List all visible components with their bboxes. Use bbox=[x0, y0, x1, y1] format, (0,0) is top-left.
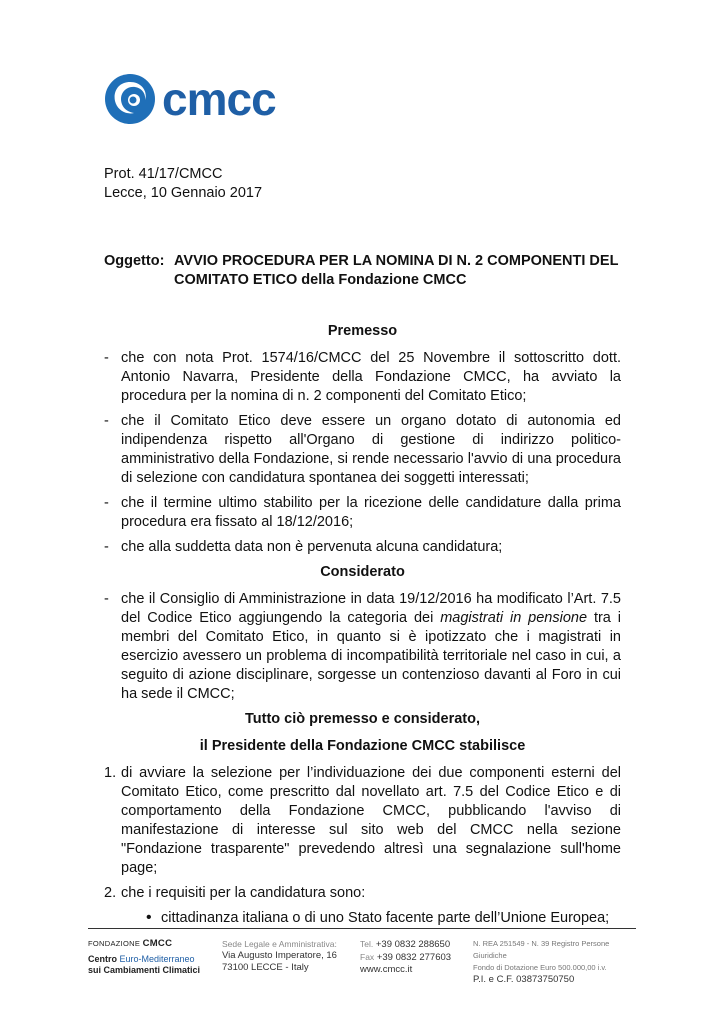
conclusion-line-2: il Presidente della Fondazione CMCC stabilisce bbox=[199, 738, 526, 754]
footer-address bbox=[222, 938, 352, 974]
footer-centro: Centro bbox=[88, 954, 117, 964]
premesso-heading: Premesso bbox=[327, 323, 398, 339]
point-text: che i requisiti per la candidatura sono: bbox=[121, 885, 366, 901]
footer-fondazione-name: CMCC bbox=[142, 938, 173, 949]
subject-label: Oggetto: bbox=[104, 253, 165, 269]
subject-text: AVVIO PROCEDURA PER LA NOMINA DI N. 2 COMPONENTI DEL COMITATO ETICO della Fondazione CMCC bbox=[174, 253, 619, 288]
footer-fondo: Fondo di Dotazione Euro 500.000,00 i.v. bbox=[473, 963, 607, 972]
footer-registry bbox=[473, 938, 643, 986]
footer-foundation bbox=[88, 938, 218, 976]
document-body bbox=[104, 322, 621, 934]
footer-piva: P.I. e C.F. 03873750750 bbox=[473, 974, 575, 985]
considerato-text-italic: magistrati in pensione bbox=[440, 610, 588, 626]
premesso-item-text: che alla suddetta data non è pervenuta alcuna candidatura; bbox=[121, 539, 503, 555]
premesso-item: - che con nota Prot. 1574/16/CMCC del 25 Novembre il sottoscritto dott. Antonio Navarra, Presidente della Fondazione CMCC, ha avviato la procedura per la nomina di n. 2 componenti del Comitato Etico; bbox=[104, 350, 621, 404]
footer-contacts bbox=[360, 938, 460, 976]
requirement-text: cittadinanza italiana o di uno Stato facente parte dell’Unione Europea; bbox=[161, 910, 610, 926]
footer-tel: +39 0832 288650 bbox=[375, 939, 451, 950]
premesso-item: - che alla suddetta data non è pervenuta alcuna candidatura; bbox=[104, 539, 503, 555]
footer-sede-label: Sede Legale e Amministrativa: bbox=[222, 939, 337, 949]
numbered-point bbox=[104, 884, 621, 903]
premesso-item-text: che il termine ultimo stabilito per la ricezione delle candidature dalla prima procedura era fissato al 18/12/2016; bbox=[121, 495, 621, 530]
footer-website-link[interactable]: www.cmcc.it bbox=[360, 964, 413, 975]
point-text: di avviare la selezione per l’individuazione dei due componenti esterni del Comitato Etico, come prescritto dal novellato art. 7.5 del Codice Etico e di comportamento della Fondazione CMCC, pubblicando l'avviso di manifestazione di interesse sul sito web del CMCC nella sezione "Fondazione trasparente" prevedendo altresì una segnalazione sull'home page; bbox=[121, 765, 621, 876]
protocol-number: Prot. 41/17/CMCC bbox=[104, 166, 223, 182]
premesso-item: - che il termine ultimo stabilito per la ricezione delle candidature dalla prima procedura era fissato al 18/12/2016; bbox=[104, 495, 621, 530]
cmcc-logo bbox=[104, 72, 284, 128]
footer-address-line-2: 73100 LECCE - Italy bbox=[222, 962, 309, 973]
considerato-text-after: tra i membri del Comitato Etico, in quanto si è ipotizzato che i magistrati in esercizio avessero un problema di incompatibilità territoriale nel caso in cui, a seguito di azione disciplinare, sorgesse un contenzioso davanti al Foro in cui ha sede il CMCC; bbox=[121, 610, 621, 702]
point-number: 1. bbox=[104, 765, 117, 781]
protocol-block bbox=[104, 165, 262, 203]
footer-address-line-1: Via Augusto Imperatore, 16 bbox=[222, 950, 337, 961]
footer-fax: +39 0832 277603 bbox=[376, 952, 452, 963]
conclusion-line-1: Tutto ciò premesso e considerato, bbox=[244, 711, 480, 727]
logo-wordmark: cmcc bbox=[162, 73, 276, 125]
considerato-item: - che il Consiglio di Amministrazione in data 19/12/2016 ha modificato l’Art. 7.5 del Codice Etico aggiungendo la categoria dei magistrati in pensione tra i membri del Comitato Etico, in quanto si è ipotizzato che i magistrati in esercizio avessero un problema di incompatibilità territoriale nel caso in cui, a seguito di azione disciplinare, sorgesse un contenzioso davanti al Foro in cui ha sede il CMCC; bbox=[104, 591, 621, 702]
footer-fax-label: Fax bbox=[360, 952, 375, 962]
footer-tel-label: Tel. bbox=[360, 939, 374, 949]
footer-rea: N. REA 251549 - N. 39 Registro Persone Giuridiche bbox=[473, 939, 610, 960]
point-number: 2. bbox=[104, 885, 117, 901]
premesso-item: - che il Comitato Etico deve essere un organo dotato di autonomia ed indipendenza rispetto all'Organo di gestione di indirizzo politico-amministrativo della Fondazione, si rende necessario l'avvio di una procedura di selezione con candidatura spontanea dei soggetti interessati; bbox=[104, 413, 621, 486]
premesso-item-text: che il Comitato Etico deve essere un organo dotato di autonomia ed indipendenza rispetto all'Organo di gestione di indirizzo politico-amministrativo della Fondazione, si rende necessario l'avvio di una procedura di selezione con candidatura spontanea dei soggetti interessati; bbox=[121, 413, 621, 486]
place-date: Lecce, 10 Gennaio 2017 bbox=[104, 185, 263, 201]
numbered-point bbox=[104, 764, 621, 878]
considerato-text-before: che il Consiglio di Amministrazione in data 19/12/2016 ha modificato l’Art. 7.5 del Codice Etico aggiungendo la categoria dei bbox=[121, 591, 621, 626]
footer-divider bbox=[88, 928, 636, 929]
footer-euro-mediterraneo: Euro-Mediterraneo bbox=[119, 954, 195, 964]
premesso-item-text: che con nota Prot. 1574/16/CMCC del 25 Novembre il sottoscritto dott. Antonio Navarra, Presidente della Fondazione CMCC, ha avviato la procedura per la nomina di n. 2 componenti del Comitato Etico; bbox=[121, 350, 621, 404]
footer-cambiamenti: sui Cambiamenti Climatici bbox=[88, 965, 201, 975]
cmcc-swirl-icon bbox=[104, 72, 160, 128]
footer-fondazione-prefix: FONDAZIONE bbox=[88, 939, 141, 948]
bullet-icon: • bbox=[146, 909, 152, 926]
considerato-heading: Considerato bbox=[320, 564, 405, 580]
requirement-bullet bbox=[104, 909, 621, 928]
